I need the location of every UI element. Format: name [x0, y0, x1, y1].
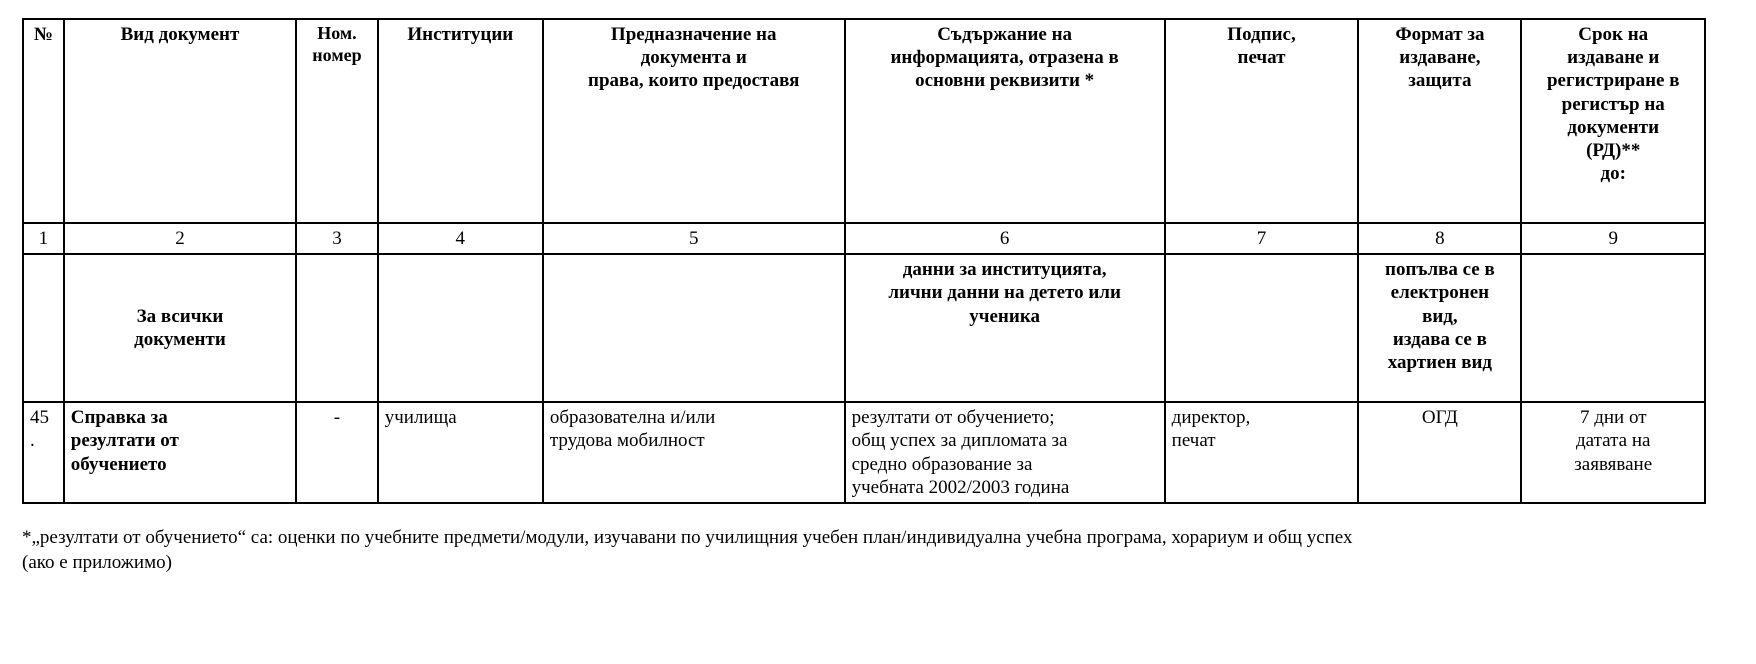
cell-signature: [1165, 254, 1359, 402]
header-cell-document-type: Вид документ: [64, 19, 296, 223]
column-index-8: 8: [1358, 223, 1521, 254]
column-index-1: 1: [23, 223, 64, 254]
cell-document-type: Справка за резултати от обучението: [64, 402, 296, 503]
header-cell-deadline: Срок на издаване и регистриране в регистър на документи (РД)** до:: [1521, 19, 1705, 223]
table-row: [23, 402, 1705, 503]
column-index-9: 9: [1521, 223, 1705, 254]
column-number-row: [23, 223, 1705, 254]
header-cell-institutions: Институции: [378, 19, 543, 223]
cell-format: попълва се в електронен вид, издава се в хартиен вид: [1358, 254, 1521, 402]
header-cell-format: Формат за издаване, защита: [1358, 19, 1521, 223]
column-index-4: 4: [378, 223, 543, 254]
cell-nomenclature-number: [296, 254, 378, 402]
cell-number: 45 .: [23, 402, 64, 503]
cell-document-type: За всички документи: [64, 254, 296, 402]
header-cell-number: №: [23, 19, 64, 223]
column-index-2: 2: [64, 223, 296, 254]
cell-purpose: образователна и/или трудова мобилност: [543, 402, 845, 503]
cell-number: [23, 254, 64, 402]
documents-table: [22, 18, 1706, 504]
cell-content: резултати от обучението; общ успех за дипломата за средно образование за учебната 2002/2003 година: [845, 402, 1165, 503]
cell-deadline: 7 дни от датата на заявяване: [1521, 402, 1705, 503]
header-cell-nomenclature-number: Ном. номер: [296, 19, 378, 223]
cell-format: ОГД: [1358, 402, 1521, 503]
header-cell-purpose: Предназначение на документа и права, които предоставя: [543, 19, 845, 223]
table-header-row: [23, 19, 1705, 223]
footnote: [22, 526, 1734, 575]
header-cell-content: Съдържание на информацията, отразена в основни реквизити *: [845, 19, 1165, 223]
document-page: [0, 18, 1756, 664]
footnote-line-2: (ако е приложимо): [22, 551, 172, 573]
cell-institutions: училища: [378, 402, 543, 503]
column-index-7: 7: [1165, 223, 1359, 254]
column-index-3: 3: [296, 223, 378, 254]
cell-institutions: [378, 254, 543, 402]
header-cell-signature: Подпис, печат: [1165, 19, 1359, 223]
cell-content: данни за институцията, лични данни на детето или ученика: [845, 254, 1165, 402]
cell-nomenclature-number: -: [296, 402, 378, 503]
table-row-all-documents: [23, 254, 1705, 402]
cell-purpose: [543, 254, 845, 402]
footnote-line-1: *„резултати от обучението“ са: оценки по учебните предмети/модули, изучавани по училищния учебен план/индивидуална учебна програма, хорариум и общ успех: [22, 526, 1353, 548]
cell-signature: директор, печат: [1165, 402, 1359, 503]
column-index-6: 6: [845, 223, 1165, 254]
cell-deadline: [1521, 254, 1705, 402]
column-index-5: 5: [543, 223, 845, 254]
